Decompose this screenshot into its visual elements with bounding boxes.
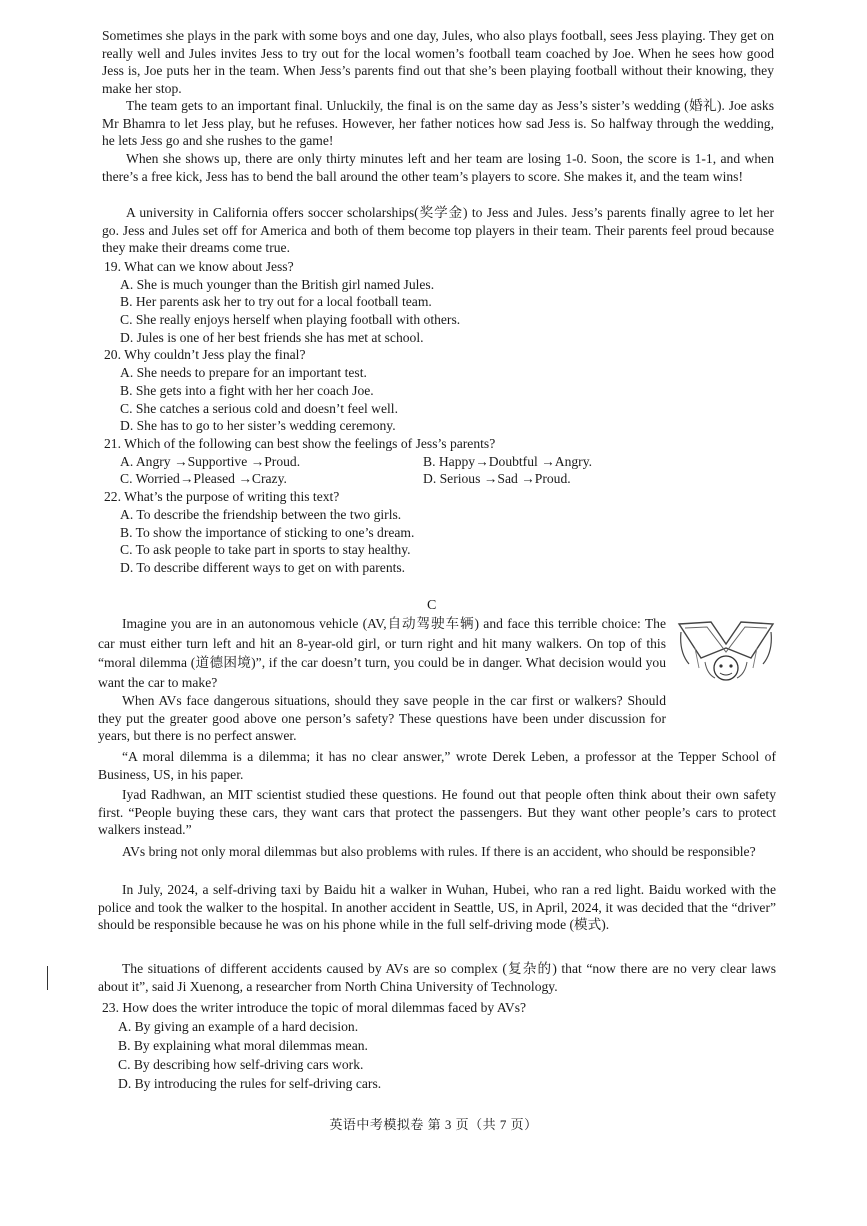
passage-c-paragraph-2: When AVs face dangerous situations, should they save people in the car first or walkers? Should they put the greater good above one person’s safety? These questions have been under discussion for years, but there is no perfect answer. [98,693,666,744]
question-23-option-d[interactable]: D. By introducing the rules for self-driving cars. [118,1076,382,1091]
question-19-option-c[interactable]: C. She really enjoys herself when playing football with others. [120,312,461,327]
question-20-option-d[interactable]: D. She has to go to her sister’s wedding ceremony. [120,418,396,433]
passage-b-paragraph-2: The team gets to an important final. Unluckily, the final is on the same day as Jess’s sister’s wedding (婚礼). Joe asks Mr Bhamra to let Jess play, but he refuses. However, her father notices how sad Jess is. So halfway through the wedding, he lets Jess go and she rushes to the game! [102,98,774,149]
passage-c-paragraph-1: Imagine you are in an autonomous vehicle (AV,自动驾驶车辆) and face this terrible choice: The car must either turn left and hit an 8-year-old girl, or turn right and hit many walkers. On top of this “moral dilemma (道德困境)”, if the car doesn’t turn, you could be in danger. What decision would you want the car to make? [98,616,666,690]
question-21-option-c[interactable]: C. Worried→Pleased →Crazy. [120,471,287,486]
question-19-option-d[interactable]: D. Jules is one of her best friends she has met at school. [120,330,424,345]
passage-c-paragraph-6: In July, 2024, a self-driving taxi by Baidu hit a walker in Wuhan, Hubei, who ran a red light. Baidu worked with the police and took the walker to the hospital. In another accident in Seattle, US, in April, 2024, it was decided that the “driver” should be responsible because he was on his phone while in the full self-driving mode (模式). [98,882,776,933]
question-20-option-a[interactable]: A. She needs to prepare for an important test. [120,365,367,380]
question-19: 19. What can we know about Jess? [104,259,294,274]
passage-b-paragraph-3: When she shows up, there are only thirty minutes left and her team are losing 1-0. Soon, the score is 1-1, and when there’s a free kick, Jess has to bend the ball around the other team’s players to score. She makes it, and the team wins! [102,151,774,184]
question-22-option-b[interactable]: B. To show the importance of sticking to one’s dream. [120,525,415,540]
question-21: 21. Which of the following can best show the feelings of Jess’s parents? [104,436,496,451]
passage-c-paragraph-7: The situations of different accidents caused by AVs are so complex (复杂的) that “now there are no very clear laws about it”, said Ji Xuenong, a researcher from North China University of Technology. [98,961,776,994]
question-21-option-a[interactable]: A. Angry →Supportive →Proud. [120,454,301,469]
question-22: 22. What’s the purpose of writing this text? [104,489,340,504]
question-23-option-a[interactable]: A. By giving an example of a hard decision. [118,1019,359,1034]
question-23-option-b[interactable]: B. By explaining what moral dilemmas mean. [118,1038,368,1053]
question-22-option-c[interactable]: C. To ask people to take part in sports to stay healthy. [120,542,411,557]
question-19-option-a[interactable]: A. She is much younger than the British girl named Jules. [120,277,435,292]
passage-c-paragraph-4: Iyad Radhwan, an MIT scientist studied these questions. He found out that people often think about their own safety first. “People buying these cars, they want cars that protect the passengers. But they want other people’s cars to protect walkers instead.” [98,787,776,838]
question-21-option-d[interactable]: D. Serious →Sad →Proud. [423,471,571,486]
question-19-option-b[interactable]: B. Her parents ask her to try out for a local football team. [120,294,432,309]
question-23: 23. How does the writer introduce the topic of moral dilemmas faced by AVs? [102,1000,527,1015]
passage-b-paragraph-1: Sometimes she plays in the park with some boys and one day, Jules, who also plays football, sees Jess playing. They get on really well and Jules invites Jess to try out for the local women’s football team coached by Joe. When he sees how good Jess is, Joe puts her in the team. When Jess’s parents find out that she’s been playing football without their knowing, they make her stop. [102,28,774,96]
margin-mark [47,966,48,990]
passage-c-paragraph-5: AVs bring not only moral dilemmas but also problems with rules. If there is an accident, who should be responsible? [122,844,756,859]
question-23-option-c[interactable]: C. By describing how self-driving cars work. [118,1057,364,1072]
question-22-option-d[interactable]: D. To describe different ways to get on with parents. [120,560,406,575]
question-20: 20. Why couldn’t Jess play the final? [104,347,306,362]
question-22-option-a[interactable]: A. To describe the friendship between the two girls. [120,507,402,522]
question-20-option-b[interactable]: B. She gets into a fight with her her coach Joe. [120,383,374,398]
question-20-option-c[interactable]: C. She catches a serious cold and doesn’t feel well. [120,401,398,416]
passage-b-paragraph-4: A university in California offers soccer scholarships(奖学金) to Jess and Jules. Jess’s parents finally agree to let her go. Jess and Jules set off for America and both of them become top players in their team. Their parents feel proud because they make their dreams come true. [102,205,774,256]
section-c-heading: C [427,598,437,613]
page-footer: 英语中考模拟卷 第 3 页（共 7 页） [329,1117,538,1132]
question-21-option-b[interactable]: B. Happy→Doubtful →Angry. [423,454,593,469]
passage-c-paragraph-3: “A moral dilemma is a dilemma; it has no clear answer,” wrote Derek Leben, a professor at the Tepper School of Business, US, in his paper. [98,749,776,782]
autonomous-car-illustration [677,618,775,694]
